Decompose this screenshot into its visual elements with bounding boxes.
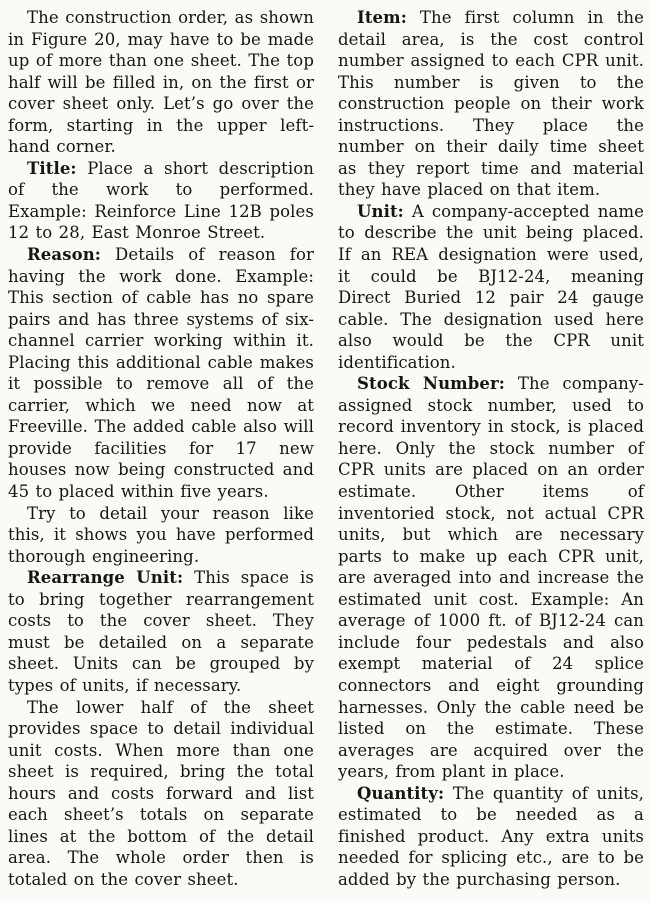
paragraph-body: The company-assigned stock number, used to record inventory in stock, is placed here. Only the stock number of CPR units are placed on an order estimate. Other items of inventoried stock, not actual CPR units, but which are necessary parts to make up each CPR unit, are averaged into and increase the estimated unit cost. Example: An average of 1000 ft. of BJ12-24 can include four pedestals and also exempt material of 24 splice connectors and eight grounding harnesses. Only the cable need be listed on the estimate. These averages are acquired over the years, from plant in place.	[338, 374, 644, 782]
text-column-left	[8, 7, 314, 903]
paragraph	[8, 503, 314, 568]
text-column-right	[338, 7, 644, 903]
paragraph	[8, 158, 314, 244]
paragraph	[338, 783, 644, 891]
paragraph	[8, 567, 314, 696]
paragraph-lead: Quantity:	[357, 783, 445, 803]
paragraph-body: A company-accepted name to describe the unit being placed. If an REA designation were used, it could be BJ12-24, meaning Direct Buried 12 pair 24 gauge cable. The designation used here also would be the CPR unit identification.	[338, 201, 644, 372]
paragraph-lead: Rearrange Unit:	[27, 568, 184, 588]
paragraph-lead: Stock Number:	[357, 374, 505, 394]
paragraph	[8, 244, 314, 503]
paragraph-body: The first column in the detail area, is the cost control number assigned to each CPR unit. This number is given to the construction people on their work instructions. They place the number on their daily time sheet as they report time and material they have placed on that item.	[338, 8, 644, 200]
paragraph	[8, 7, 314, 158]
paragraph-body: Details of reason for having the work done. Example: This section of cable has no spare pairs and has three systems of six-channel carrier working within it. Placing this additional cable makes it possible to remove all of the carrier, which we need now at Freeville. The added cable also will provide facilities for 17 new houses now being constructed and 45 to placed within five years.	[8, 245, 314, 502]
paragraph	[338, 201, 644, 373]
paragraph-body: This space is to bring together rearrangement costs to the cover sheet. They must be detailed on a separate sheet. Units can be grouped by types of units, if necessary.	[8, 568, 314, 695]
paragraph-lead: Reason:	[27, 245, 101, 265]
paragraph-lead: Unit:	[357, 201, 404, 221]
paragraph-lead: Title:	[27, 158, 77, 178]
paragraph-body: Try to detail your reason like this, it shows you have performed thorough engineering.	[8, 503, 314, 566]
paragraph-lead: Item:	[357, 8, 407, 27]
paragraph-body: Place a short description of the work to performed. Example: Reinforce Line 12B poles 12 to 28, East Monroe Street.	[8, 158, 314, 243]
paragraph-body: The construction order, as shown in Figure 20, may have to be made up of more than one sheet. The top half will be filled in, on the first or cover sheet only. Let’s go over the form, starting in the upper left-hand corner.	[8, 8, 314, 157]
paragraph	[338, 7, 644, 201]
paragraph-body: The lower half of the sheet provides space to detail individual unit costs. When more than one sheet is required, bring the total hours and costs forward and list each sheet’s totals on separate lines at the bottom of the detail area. The whole order then is totaled on the cover sheet.	[8, 697, 314, 889]
paragraph	[8, 697, 314, 891]
paragraph	[338, 373, 644, 782]
paragraph-body: The quantity of units, estimated to be needed as a finished product. Any extra units needed for splicing etc., are to be added by the purchasing person.	[338, 783, 644, 889]
